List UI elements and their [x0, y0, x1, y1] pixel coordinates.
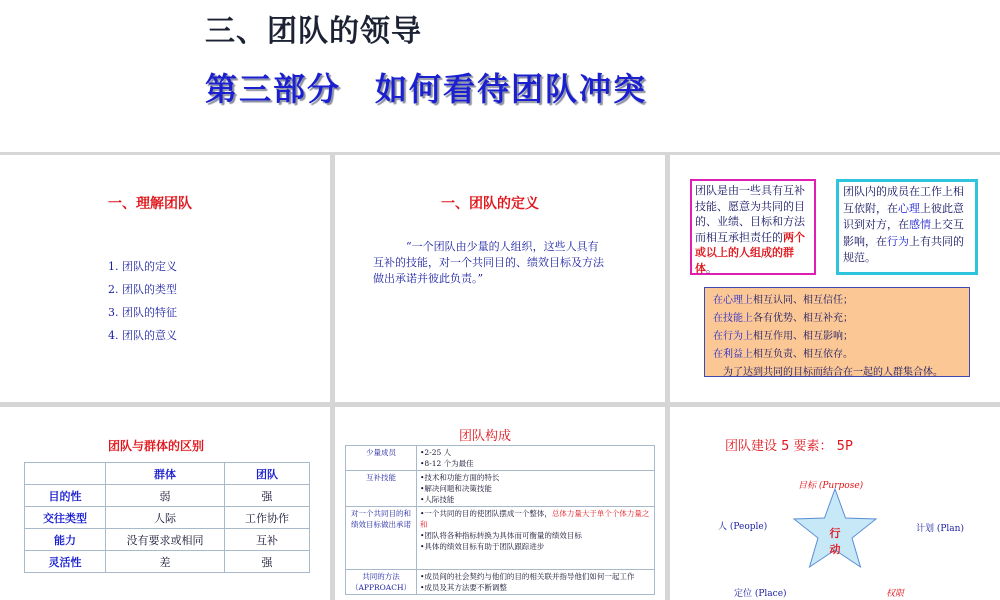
row-label: 交往类型 [25, 507, 106, 529]
table-row [25, 529, 310, 551]
table-header-cell: 群体 [106, 463, 225, 485]
label-place: 定位 (Place) [734, 589, 787, 599]
row-label: 目的性 [25, 485, 106, 507]
row-label: 灵活性 [25, 551, 106, 573]
slide-thumb-team-concept[interactable] [670, 155, 1000, 402]
panel-title: 一、理解团队 [108, 196, 192, 212]
table-header-cell: 团队 [225, 463, 310, 485]
cell-text: •一个共同的目的使团队摆成一个整体， [420, 509, 552, 518]
table-row [25, 485, 310, 507]
purpose-text: 目标 (Purpose) [798, 481, 864, 491]
member-text: 上有共同的规范。 [843, 234, 964, 264]
table-row [346, 446, 655, 471]
member-text: 上交互影响，在 [843, 218, 964, 248]
cell-line: •团队将各种指标转换为具体而可衡量的绩效目标 [420, 531, 582, 540]
comparison-table [24, 462, 310, 573]
list-item: 2. 团队的类型 [108, 283, 177, 296]
part-title [205, 64, 647, 110]
table-cell: 差 [106, 551, 225, 573]
label-people: 人 (People) [718, 522, 768, 532]
trait-text: 相互作用、相互影响； [753, 331, 853, 342]
list-item: 4. 团队的意义 [108, 329, 177, 342]
trait-line [713, 328, 961, 346]
team-traits-box [704, 287, 970, 377]
trait-line [713, 292, 961, 310]
trait-key: 在心理上 [713, 295, 753, 306]
composition-table [345, 445, 655, 595]
table-cell [25, 463, 106, 485]
trait-key: 在行为上 [713, 331, 753, 342]
list-item: 3. 团队的特征 [108, 306, 177, 319]
table-row [346, 471, 655, 507]
cell-line: •具体的绩效目标有助于团队跟踪进步 [420, 542, 545, 551]
member-highlight: 心理 [898, 201, 920, 215]
row-label: 对一个共同目的和绩效目标做出承诺 [346, 507, 417, 570]
star-center-bottom: 动 [829, 543, 841, 556]
list-item: 1. 团队的定义 [108, 260, 177, 273]
definition-quote: “一个团队由少量的人组织，这些人具有互补的技能，对一个共同目的、绩效目标及方法做出承诺并彼此负责。” [373, 240, 604, 285]
part-topic: 如何看待团队冲突 [375, 70, 648, 108]
member-text: 上彼此意识到对方，在 [843, 201, 964, 231]
table-row [25, 551, 310, 573]
trait-line [713, 346, 961, 364]
definition-end: 。 [706, 261, 717, 275]
slide-thumb-5p[interactable] [670, 407, 1000, 600]
table-row [346, 507, 655, 570]
cell-line: •解决问题和决策技能 [420, 484, 492, 493]
definition-text: 团队是由一些具有互补技能、愿意为共同的目的、业绩、目标和方法而相互承担责任的 [695, 184, 805, 244]
row-label: 少量成员 [346, 446, 417, 471]
cell-highlight: 总体力量大于单个个体力量之和 [420, 509, 650, 529]
row-label: 共同的方法（APPROACH） [346, 570, 417, 595]
slide-thumb-understand-team[interactable] [0, 155, 330, 402]
table-cell [417, 570, 655, 595]
cell-line [420, 508, 651, 530]
member-highlight: 感情 [909, 218, 931, 231]
trait-line [713, 310, 961, 328]
trait-key: 在技能上 [713, 313, 753, 324]
panel-title: 团队与群体的区别 [108, 439, 205, 453]
slide-header [0, 0, 1000, 152]
table-cell [417, 471, 655, 507]
table-cell: 工作协作 [225, 507, 310, 529]
table-cell: 弱 [106, 485, 225, 507]
table-cell: 人际 [106, 507, 225, 529]
section-title: 三、团队的领导 [205, 14, 422, 49]
panel-title: 一、团队的定义 [441, 196, 539, 212]
panel-title: 团队构成 [459, 429, 512, 444]
trait-text: 各有优势、相互补充； [753, 313, 853, 324]
table-cell: 强 [225, 485, 310, 507]
cell-line: •人际技能 [420, 495, 455, 504]
star-center-top: 行 [829, 527, 841, 540]
label-purpose [798, 478, 863, 491]
cell-line: •2-25 人 [420, 448, 452, 457]
team-definition-box [690, 179, 816, 275]
row-label: 能力 [25, 529, 106, 551]
trait-text: 相互负责、相互依存。 [753, 349, 853, 360]
star-diagram [670, 407, 1000, 600]
table-row [346, 570, 655, 595]
cell-line: •技术和功能方面的特长 [420, 473, 500, 482]
table-row [25, 507, 310, 529]
trait-key: 在利益上 [713, 349, 753, 360]
member-text: 团队内的成员在工作上相互依附，在 [843, 185, 964, 215]
row-label: 互补技能 [346, 471, 417, 507]
table-header-row [25, 463, 310, 485]
label-plan: 计划 (Plan) [916, 524, 964, 534]
table-cell: 没有要求或相同 [106, 529, 225, 551]
slide-thumb-definition[interactable] [335, 155, 665, 402]
slide-thumb-team-composition[interactable] [335, 407, 665, 600]
label-power: 权限 [886, 589, 905, 599]
team-member-box [836, 179, 978, 275]
table-cell: 强 [225, 551, 310, 573]
trait-text: 相互认同、相互信任； [753, 295, 853, 306]
table-cell [417, 507, 655, 570]
cell-line: •成员间的社会契约与他们的目的相关联并指导他们如何一起工作 [420, 572, 635, 581]
table-cell: 互补 [225, 529, 310, 551]
cell-line: •8-12 个为最佳 [420, 459, 474, 468]
topic-list [108, 255, 177, 347]
part-label: 第三部分 [205, 70, 342, 108]
slide-thumb-group-vs-team[interactable] [0, 407, 330, 600]
definition-highlight: 两个或以上的人组成的群体 [695, 230, 805, 275]
cell-line: •成员及其方法要不断调整 [420, 583, 507, 592]
trait-summary: 为了达到共同的目标而结合在一起的人群集合体。 [723, 367, 943, 378]
panel-title: 团队建设 5 要素： 5P [725, 439, 853, 454]
table-cell [417, 446, 655, 471]
member-highlight: 行为 [887, 234, 909, 248]
